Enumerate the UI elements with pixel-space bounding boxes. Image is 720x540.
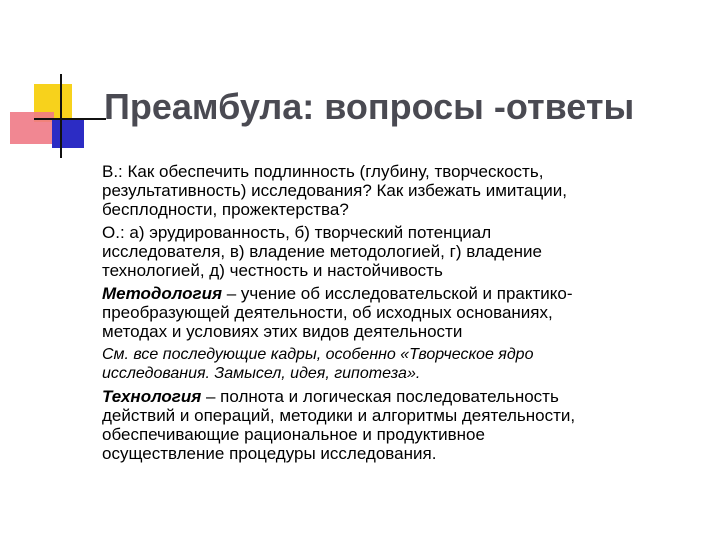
methodology-paragraph [102, 284, 702, 341]
question-line-3: бесплодности, прожектерства? [102, 200, 349, 219]
technology-term: Технология [102, 387, 202, 406]
technology-text-1: – полнота и логическая последовательность [201, 387, 559, 406]
methodology-line-2: преобразующей деятельности, об исходных основаниях, [102, 303, 553, 322]
answer-text-1: а) эрудированность, б) творческий потенциал [129, 223, 492, 242]
slide-title: Преамбула: вопросы -ответы [104, 86, 635, 127]
decor-pink-square [10, 112, 54, 144]
methodology-line-3: методах и условиях этих видов деятельности [102, 322, 463, 341]
question-line-1 [102, 162, 702, 181]
question-label: В.: [102, 162, 123, 181]
answer-label: О.: [102, 223, 125, 242]
technology-line-3: обеспечивающие рациональное и продуктивное [102, 425, 485, 444]
methodology-term: Методология [102, 284, 222, 303]
note-paragraph [102, 345, 702, 383]
technology-line-1 [102, 387, 702, 406]
decor-horizontal-line [34, 118, 106, 120]
answer-line-3: технологией, д) честность и настойчивость [102, 261, 443, 280]
technology-line-2: действий и операций, методики и алгоритмы деятельности, [102, 406, 576, 425]
methodology-line-1 [102, 284, 702, 303]
answer-line-2: исследователя, в) владение методологией, г) владение [102, 242, 542, 261]
slide-body [102, 162, 702, 467]
note-line-2: исследования. Замысел, идея, гипотеза». [102, 365, 421, 382]
decor-vertical-line [60, 74, 62, 158]
question-text-1: Как обеспечить подлинность (глубину, творческость, [127, 162, 544, 181]
decor-blue-square [52, 120, 84, 148]
answer-paragraph [102, 223, 702, 280]
question-line-2: результативность) исследования? Как избежать имитации, [102, 181, 567, 200]
answer-line-1 [102, 223, 702, 242]
technology-paragraph [102, 387, 702, 463]
methodology-text-1: – учение об исследовательской и практико- [222, 284, 573, 303]
note-line-1: См. все последующие кадры, особенно «Творческое ядро [102, 346, 534, 363]
technology-line-4: осуществление процедуры исследования. [102, 444, 437, 463]
question-paragraph [102, 162, 702, 219]
